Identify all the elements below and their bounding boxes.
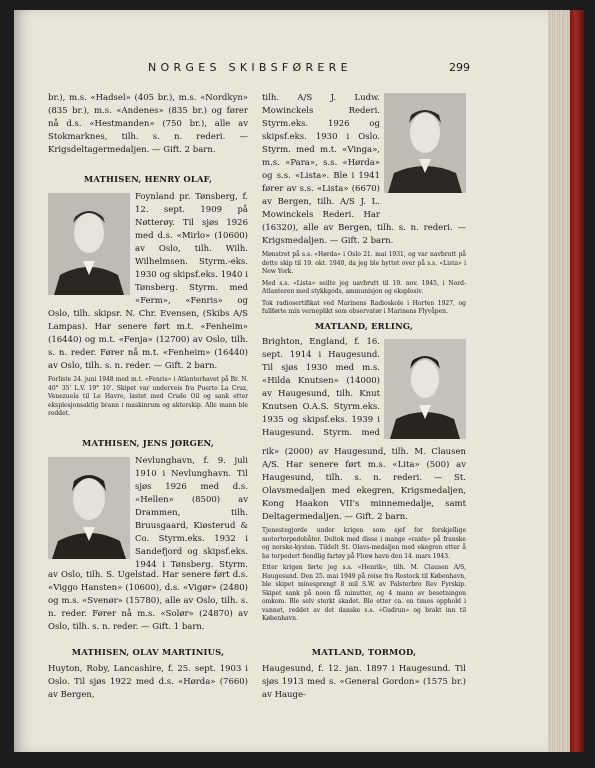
bio-text: Haugesund, f. 12. jan. 1897 i Haugesund. Til sjøs 1913 med s. «General Gordon» (1575 br.) av Hauge- — [262, 664, 466, 700]
entry-note: Etter krigen førte jeg s.s. «Henrik», tilh. M. Clausen A/S, Haugesund. Den 25. mai 1949 på reise fra Rostock til København, ble skipet minesprengt 8 mil S.W. av Falsterbro Rev Fyrskip. Skipet sank på noen få minutter, og 4 mann av besetningen omkom. Ble selv sterkt skadet. Ble etter ca. en times opphold i vannet, reddet av det danske s.s. «Gudrun» og brakt inn til København. — [262, 564, 466, 622]
bio-henry-b — [48, 308, 248, 421]
entry-olav — [48, 646, 248, 702]
intro-paragraph: br.), m.s. «Hadsel» (405 br.), m.s. «Nordkyn» (835 br.), m.s. «Andenes» (835 br.) og fører nå d.s. «Hestmanden» (750 br.), alle av Stokmarknes, tilh. s. n. rederi. — Krigsdeltagermedaljen. — Gift. 2 barn. — [48, 93, 248, 155]
entry-note: Mønstret på s.s. «Hørda» i Oslo 21. mai 1931, og var navbrutt på dette skip til 19. okt. 1940, da jeg ble hyttet over på s.s. «Lista» i New York. — [262, 251, 466, 275]
bio-text-continued: av Oslo, tilh. S. Ugelstad. Har senere ført d.s. «Viggo Hansten» (10600), d.s. «Vigør» (2480) og m.s. «Svenør» (15780), alle av Oslo, tilh. s. n. reder. Fører nå m.s. «Solør» (24870) av Oslo, tilh. s. n. reder. — Gift. 1 barn. — [48, 570, 248, 632]
entry-note: Tjenestegjorde under krigen som sjef for forskjellige motortorpedobåter. Deltok med disse i mange «raids» på franske og norske-kysten. Tildelt St. Olavs-medaljen med ekegren etter å ha torpedert fiendlig fartøy på Florø havn den 14. mars 1943. — [262, 527, 466, 560]
book-spine-edge — [570, 10, 584, 752]
entry-note: Tok radiosertifikat ved Marinens Radioskole i Horten 1927, og fullførte min verneplikt som observatør i Marinens Flyvåpen. — [262, 299, 466, 315]
entry-jens — [48, 437, 248, 450]
entry-henry — [48, 173, 248, 186]
entry-note: Med s.s. «Lista» seilte jeg uavbrutt til 19. nov. 1945, i Nord-Atlanteren med stykkgods, ammunisjon og eksplosiv. — [262, 279, 466, 295]
bio-olav-continued-a — [262, 92, 380, 222]
page-number: 299 — [449, 61, 470, 74]
bio-henry-a — [135, 191, 248, 308]
bio-text-continued: Oslo, tilh. skipsr. N. Chr. Evensen, (Skibs A/S Lampas). Har senere ført m.t. «Fenheim» (16440) og m.t. «Fenja» (12700) av Oslo, tilh. s. n. reder. Fører nå m.t. «Fenheim» (16440) av Oslo, tilh. s. n. reder. — Gift. 2 barn. — [48, 309, 248, 371]
entry-note: Forliste 24. juni 1948 med m.t. «Fenris» i Atlanterhavet på Br. N. 40° 35' L.V. 19° 10'. Skipet var underveis fra Puerto La Cruz, Venezuela til Le Havre, lastet med Crude Oil og sank etter eksplosjonsaktig brann i maskinrum og akterskip. Alle mann ble reddet. — [48, 376, 248, 417]
bio-erling-b — [262, 446, 466, 626]
entry-heading: MATHISEN, HENRY OLAF, — [83, 174, 213, 184]
bio-text: Brighton, England, f. 16. sept. 1914 i Haugesund. Til sjøs 1930 med m.s. «Hilda Knutsen» (14000) av Haugesund, tilh. Knut Knutsen O.A.S. Styrm.eks. 1935 og skipsf.eks. 1939 i Haugesund. Styrm. med — [262, 337, 380, 438]
entry-heading: MATHISEN, JENS JØRGEN, — [82, 438, 214, 448]
bio-text: tilh. A/S J. Ludw. Mowinckels Rederi. Styrm.eks. 1926 og skipsf.eks. 1930 i Oslo. Styrm. med m.t. «Vinga», m.s. «Para», s.s. «Hørda» og s.s. «Lista». Ble i 1941 fører av s.s. «Lista» (6670) av Bergen, tilh. A/S J. L. Mowinckels Rederi. Har — [262, 93, 380, 220]
bio-text: Huyton, Roby, Lancashire, f. 25. sept. 1903 i Oslo. Til sjøs 1922 med d.s. «Hørda» (7660) av Bergen, — [48, 664, 248, 700]
entry-heading: MATLAND, ERLING, — [314, 321, 414, 331]
entry-erling — [262, 320, 466, 333]
entry-tormod — [262, 646, 466, 702]
bio-text: Nevlunghavn, f. 9. juli 1910 i Nevlunghavn. Til sjøs 1926 med d.s. «Hellen» (8500) av Drammen, tilh. Bruusgaard, Kiøsterud & Co. Styrm.eks. 1932 i Sandefjord og skipsf.eks. 1944 i Tønsberg. Styrm. — [135, 456, 248, 570]
entry-heading: MATHISEN, OLAV MARTINIUS, — [71, 647, 225, 657]
running-header: NORGES SKIBSFØRERE — [148, 61, 352, 74]
bio-text-continued: (16320), alle av Bergen, tilh. s. n. rederi. — Krigsmedaljen. — Gift. 2 barn. — [262, 223, 466, 246]
column-left — [48, 92, 248, 157]
portrait-photo — [48, 193, 130, 295]
bio-jens-b — [48, 569, 248, 634]
portrait-photo — [48, 457, 130, 559]
bio-olav-continued-b — [262, 222, 466, 319]
portrait-photo — [384, 93, 466, 193]
portrait-photo — [384, 339, 466, 439]
bio-text: Foynland pr. Tønsberg, f. 12. sept. 1909 på Nøtterøy. Til sjøs 1926 med d.s. «Mirlo» (10600) av Oslo, tilh. Wilh. Wilhelmsen. Styrm.-eks. 1930 og skipsf.eks. 1940 i Tønsberg. Styrm. med «Ferm», «Fenris» og — [135, 192, 248, 306]
bio-erling-a — [262, 336, 380, 440]
bio-jens-a — [135, 455, 248, 572]
entry-heading: MATLAND, TORMOD, — [311, 647, 417, 657]
bio-text-continued: rik» (2000) av Haugesund, tilh. M. Clausen A/S. Har senere ført m.s. «Lita» (500) av Haugesund, tilh. s. n. rederi. — St. Olavsmedaljen med ekegren, Krigsmedaljen, Kong Haakon VII's minnemedalje, samt Deltagermedaljen. — Gift. 2 barn. — [262, 447, 466, 522]
